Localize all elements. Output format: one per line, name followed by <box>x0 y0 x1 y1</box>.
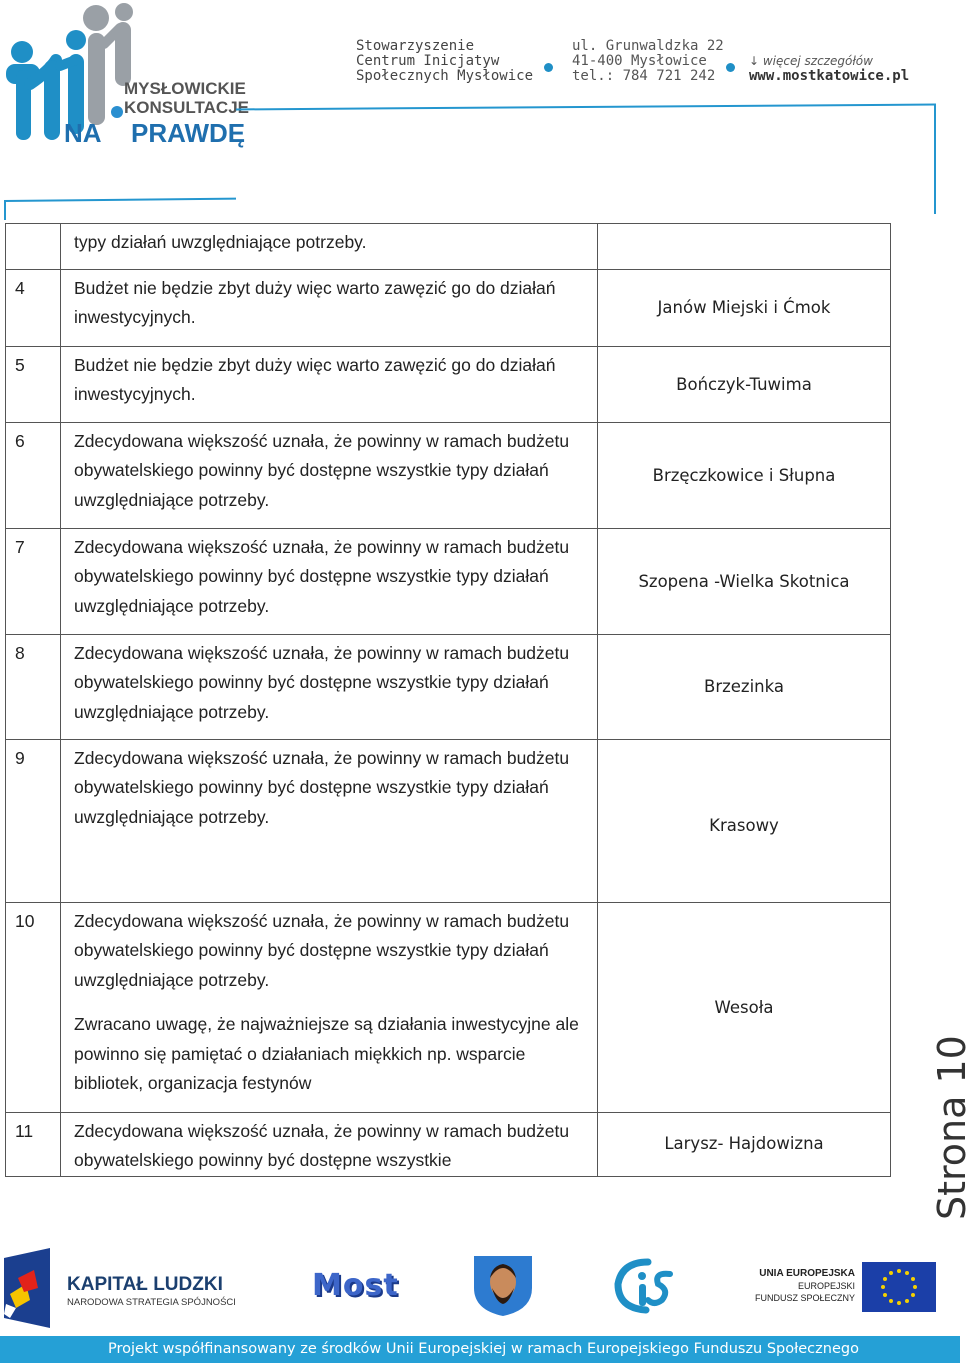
row-location: Krasowy <box>598 740 891 903</box>
more-details-label: ↓ więcej szczegółów <box>749 54 873 68</box>
most-logo: Most <box>312 1268 399 1303</box>
logo-line-1: MYSŁOWICKIE <box>124 79 246 98</box>
table-row <box>6 740 891 903</box>
more-details-link[interactable] <box>749 54 873 68</box>
logo-line-3: NA <box>64 118 102 148</box>
table-row <box>6 423 891 529</box>
row-text <box>61 635 598 740</box>
row-paragraph: Budżet nie będzie zbyt duży więc warto zawęzić go do działań inwestycyjnych. <box>74 355 556 405</box>
row-number: 9 <box>6 740 61 903</box>
table-row <box>6 529 891 635</box>
row-text <box>61 270 598 347</box>
row-location: Brzezinka <box>598 635 891 740</box>
row-text <box>61 423 598 529</box>
eu-line-2: EUROPEJSKI <box>797 1281 855 1291</box>
table-row <box>6 347 891 423</box>
footer-logos <box>0 1240 960 1335</box>
row-text <box>61 529 598 635</box>
eu-line-1: UNIA EUROPEJSKA <box>759 1268 855 1279</box>
row-location <box>598 224 891 270</box>
row-paragraph: Zdecydowana większość uznała, że powinny w ramach budżetu obywatelskiego powinny być dostępne wszystkie typy działań uwzględniające potrzeby. <box>74 643 570 722</box>
row-text <box>61 224 598 270</box>
kapital-ludzki-subtitle: NARODOWA STRATEGIA SPÓJNOŚCI <box>67 1297 236 1308</box>
row-number: 8 <box>6 635 61 740</box>
table-row <box>6 1113 891 1177</box>
row-location: Larysz- Hajdowizna <box>598 1113 891 1177</box>
frame-top-line <box>236 104 936 111</box>
row-paragraph: Zdecydowana większość uznała, że powinny w ramach budżetu obywatelskiego powinny być dostępne wszystkie typy działań uwzględniające potrzeby. <box>74 537 570 616</box>
table-row <box>6 270 891 347</box>
page-number-label: Strona 10 <box>930 1035 974 1220</box>
row-number: 11 <box>6 1113 61 1177</box>
frame-left-line <box>4 200 6 220</box>
page-number <box>926 1035 974 1230</box>
address-line-2: 41-400 Mysłowice <box>572 53 707 69</box>
table-row <box>6 224 891 270</box>
footer-funding-bar: Projekt współfinansowany ze środków Unii Europejskiej w ramach Europejskiego Funduszu Społecznego <box>0 1336 960 1363</box>
row-number: 6 <box>6 423 61 529</box>
consultation-table <box>5 223 891 1177</box>
kapital-ludzki-icon <box>4 1248 50 1328</box>
row-text <box>61 347 598 423</box>
frame-left-top-line <box>4 198 236 202</box>
row-text <box>61 903 598 1113</box>
logo-mkp <box>0 0 250 160</box>
row-number: 5 <box>6 347 61 423</box>
row-text <box>61 1113 598 1177</box>
row-paragraph: Zdecydowana większość uznała, że powinny w ramach budżetu obywatelskiego powinny być dostępne wszystkie typy działań uwzględniające potrzeby. <box>74 911 570 990</box>
row-number <box>6 224 61 270</box>
bullet-dot-icon <box>544 63 553 72</box>
row-paragraph: Zdecydowana większość uznała, że powinny w ramach budżetu obywatelskiego powinny być dostępne wszystkie typy działań uwzględniające potrzeby. <box>74 748 570 827</box>
row-location: Janów Miejski i Ćmok <box>598 270 891 347</box>
logo-line-4: PRAWDĘ <box>131 118 246 148</box>
org-name <box>356 39 533 84</box>
org-address <box>572 39 724 84</box>
row-number: 4 <box>6 270 61 347</box>
row-text <box>61 740 598 903</box>
address-line-1: ul. Grunwaldzka 22 <box>572 38 724 54</box>
website-link[interactable]: www.mostkatowice.pl <box>749 68 910 84</box>
row-location: Wesoła <box>598 903 891 1113</box>
eu-text <box>755 1268 855 1304</box>
row-location: Bończyk-Tuwima <box>598 347 891 423</box>
cis-logo-icon <box>608 1254 678 1316</box>
row-number: 10 <box>6 903 61 1113</box>
table-row <box>6 635 891 740</box>
org-line-1: Stowarzyszenie <box>356 38 475 54</box>
org-line-3: Społecznych Mysłowice <box>356 68 534 84</box>
row-paragraph: typy działań uwzględniające potrzeby. <box>74 232 367 252</box>
coat-of-arms-icon <box>472 1252 534 1318</box>
kapital-ludzki-title: KAPITAŁ LUDZKI <box>67 1274 223 1295</box>
eu-line-3: FUNDUSZ SPOŁECZNY <box>755 1293 856 1303</box>
org-line-2: Centrum Inicjatyw <box>356 53 500 69</box>
row-location: Brzęczkowice i Słupna <box>598 423 891 529</box>
eu-flag-icon <box>862 1262 936 1312</box>
row-paragraph: Zdecydowana większość uznała, że powinny w ramach budżetu obywatelskiego powinny być dostępne wszystkie <box>74 1121 570 1171</box>
address-line-3: tel.: 784 721 242 <box>572 68 716 84</box>
row-paragraph: Budżet nie będzie zbyt duży więc warto zawęzić go do działań inwestycyjnych. <box>74 278 556 328</box>
row-paragraph: Zwracano uwagę, że najważniejsze są działania inwestycyjne ale powinno się pamiętać o działaniach miękkich np. wsparcie bibliotek, organizacja festynów <box>74 1014 579 1094</box>
row-number: 7 <box>6 529 61 635</box>
row-location: Szopena -Wielka Skotnica <box>598 529 891 635</box>
row-paragraph: Zdecydowana większość uznała, że powinny w ramach budżetu obywatelskiego powinny być dostępne wszystkie typy działań uwzględniające potrzeby. <box>74 431 570 510</box>
logo-line-2: KONSULTACJE <box>124 98 249 117</box>
table-row <box>6 903 891 1113</box>
frame-right-line <box>934 104 936 214</box>
bullet-dot-icon <box>726 63 735 72</box>
